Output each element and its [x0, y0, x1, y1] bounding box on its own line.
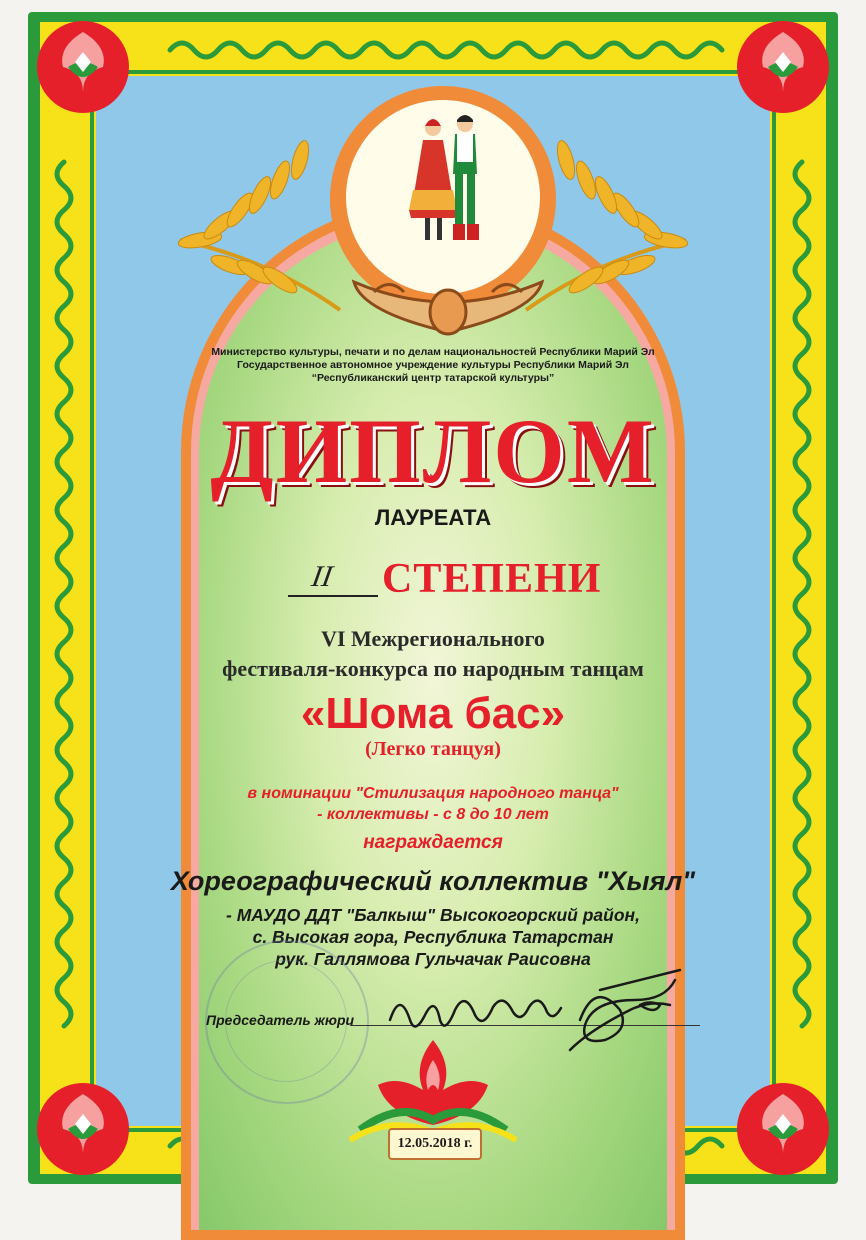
- awarded-label: награждается: [363, 832, 503, 853]
- festival-line-2: фестиваля-конкурса по народным танцам: [222, 656, 644, 681]
- festival-line-1: VI Межрегионального: [321, 626, 545, 651]
- corner-flower-top-right: [718, 12, 838, 132]
- header-ministry: Министерство культуры, печати и по делам национальностей Республики Марий Эл: [211, 346, 655, 358]
- laureate-label: ЛАУРЕАТА: [374, 505, 492, 530]
- corner-flower-bottom-right: [718, 1064, 838, 1184]
- festival-translation: (Легко танцуя): [365, 738, 501, 760]
- header-center: “Республиканский центр татарской культуры”: [311, 372, 555, 384]
- chairman-label: Председатель жюри: [206, 1012, 355, 1028]
- corner-flower-bottom-left: [28, 1064, 148, 1184]
- nomination-line-2: - коллективы - с 8 до 10 лет: [317, 806, 549, 823]
- degree-number: II: [309, 560, 335, 593]
- degree-underline: [288, 595, 378, 597]
- degree-label: СТЕПЕНИ: [382, 556, 602, 602]
- recipient-name: Хореографический коллектив "Хыял": [170, 866, 696, 896]
- dancers-illustration: [395, 110, 495, 250]
- nomination-line-1: в номинации "Стилизация народного танца": [247, 785, 619, 802]
- date-badge: 12.05.2018 г.: [388, 1128, 482, 1160]
- recipient-org: - МАУДО ДДТ "Балкыш" Высокогорский район,: [226, 905, 640, 925]
- recipient-address: с. Высокая гора, Республика Татарстан: [252, 927, 614, 947]
- medallion-base-ornament: [344, 262, 552, 342]
- diploma-title: ДИПЛОМ: [210, 400, 656, 502]
- festival-name: «Шома бас»: [300, 689, 566, 738]
- recipient-leader: рук. Галлямова Гульчачак Раисовна: [275, 949, 591, 969]
- header-institution: Государственное автономное учреждение культуры Республики Марий Эл: [237, 359, 629, 371]
- corner-flower-top-left: [28, 12, 148, 132]
